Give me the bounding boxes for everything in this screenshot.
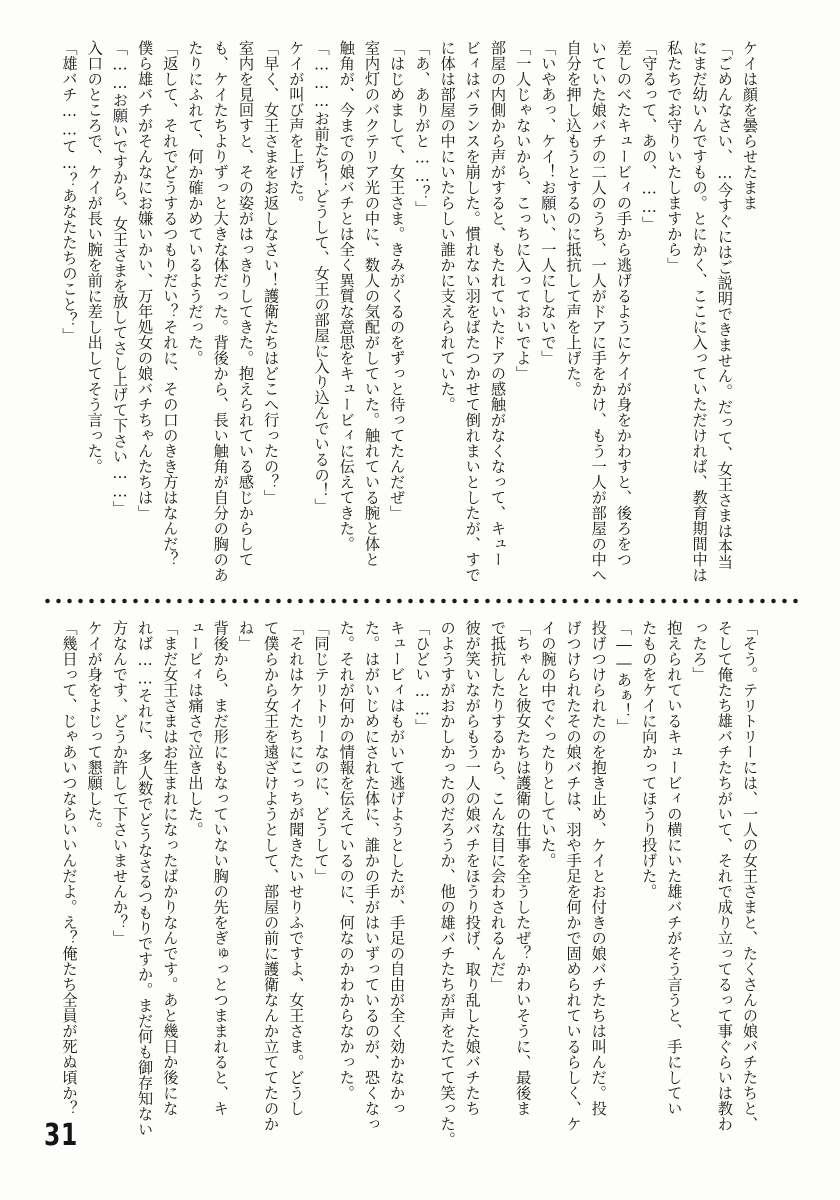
text-line: 室内灯のバクテリア光の中に、数人の気配がしていた。触れている腕と体と <box>362 40 381 567</box>
dotted-section-divider <box>42 598 802 604</box>
text-line: 「……お願いですから、女王さまを放してさし上げて下さい……」 <box>110 40 129 517</box>
text-line: 差しのべたキュービィの手から逃げるようにケイが身をかわすと、後ろをつ <box>614 40 633 567</box>
text-line: で抵抗したりするから、こんな目に会わされるんだ」 <box>488 620 507 992</box>
text-line: 「守るって、あの、……」 <box>640 40 659 232</box>
text-line: 「そう。テリトリーには、一人の女王さまと、たくさんの娘バチたちと、 <box>741 620 759 1132</box>
text-line: 入口のところで、ケイが長い腕を前に差し出してそう言った。 <box>85 40 104 474</box>
text-line: 室内を見回すと、その姿がはっきりしてきた。抱えられている感じからして <box>236 40 255 567</box>
text-line: ケイが身をよじって懇願した。 <box>85 620 104 837</box>
text-line: 「ちゃんと彼女たちは護衛の仕事を全うしたぜ？かわいそうに、最後ま <box>514 620 533 1116</box>
text-line: 「早く、女王さまをお返しなさい！護衛たちはどこへ行ったの？」 <box>262 40 281 505</box>
text-line: 「まだ女王さまはお生まれになったばかりなんです。あと幾日か後にな <box>161 620 180 1116</box>
text-line: 「同じテリトリーなのに、どうして」 <box>312 620 331 884</box>
text-line: れば……それに、多人数でどうなさるつもりですか。まだ何も御存知ない <box>136 620 155 1138</box>
text-line: 「それはケイたちにこっちが聞きたいせりふですよ、女王さま。どうし <box>287 620 306 1116</box>
text-line: 僕ら雄バチがそんなにお嫌いかい、万年処女の娘バチちゃんたちは」 <box>136 40 155 521</box>
text-line: 触角が、今までの娘バチとは全く異質な意思をキュービィに伝えてきた。 <box>337 40 356 552</box>
text-line: 背後から、まだ形にもなっていない胸の先をぎゅっとつままれると、キ <box>211 620 230 1116</box>
lower-text-block <box>60 620 762 1147</box>
text-line: 「はじめまして、女王さま。きみがくるのをずっと待ってたんだぜ」 <box>388 40 407 521</box>
text-line: に体は部屋の中にいたらしい誰かに支えられていた。 <box>438 40 457 412</box>
text-line: 「ひどい……」 <box>413 620 432 735</box>
page-number: 31 <box>44 1118 79 1153</box>
text-line: イの腕の中でぐったりとしていた。 <box>539 620 558 868</box>
text-line: ュービィは痛さで泣き出した。 <box>186 620 205 837</box>
text-line: ね」 <box>236 620 255 651</box>
text-line: 自分を押し込もうとするのに抵抗して声を上げた。 <box>564 40 583 397</box>
text-line: 「返して、それでどうするつもりだい？それに、その口のきき方はなんだ？ <box>161 40 180 567</box>
text-line: た。それが何かの情報を伝えているのに、何なのかわからなかった。 <box>337 620 356 1101</box>
text-line: て僕らから女王を遠ざけようとして、部屋の前に護衛なんか立ててたのか <box>262 620 281 1132</box>
text-line: 抱えられているキュービィの横にいた雄バチがそう言うと、手にしてい <box>665 620 684 1116</box>
text-line: 「幾日って、じゃあいつならいいんだよ。え？俺たち全員が死ぬ頃か？ <box>60 620 79 1116</box>
text-line: 部屋の内側から声がすると、もたれていたドアの感触がなくなって、キュー <box>488 40 507 567</box>
text-line: ケイは顔を曇らせたまま <box>741 40 759 211</box>
text-line: 「ごめんなさい、…今すぐにはご説明できません。だって、女王さまは本当 <box>715 40 734 570</box>
text-line: 「………お前たち！どうして、女王の部屋に入り込んでいるの！」 <box>312 40 331 514</box>
text-line: 方なんです、どうか許して下さいませんか？」 <box>110 620 129 946</box>
upper-text-block <box>60 40 762 595</box>
text-line: キュービィはもがいて逃げようとしたが、手足の自由が全く効かなかっ <box>388 620 407 1116</box>
text-line: 私たちでお守りいたしますから」 <box>665 40 684 273</box>
text-line: 「一人じゃないから、こっちに入っておいでよ」 <box>514 40 533 381</box>
text-line: 彼が笑いながらもう一人の娘バチをほうり投げ、取り乱した娘バチたち <box>463 620 482 1116</box>
text-line: 投げつけられたのを抱き止め、ケイとお付きの娘バチたちは叫んだ。投 <box>589 620 608 1116</box>
text-line: そして俺たち雄バチたちがいて、それで成り立ってるって事ぐらいは教わ <box>715 620 734 1132</box>
text-line: げつけられたその娘バチは、羽や手足を何かで固められているらしく、ケ <box>564 620 583 1132</box>
text-line: 「――あぁ！」 <box>614 620 633 735</box>
text-line: も、ケイたちよりずっと大きな体だった。背後から、長い触角が自分の胸のあ <box>211 40 230 583</box>
text-line: たりにふれて、何か確かめているようだった。 <box>186 40 205 366</box>
text-line: いていた娘バチの二人のうち、一人がドアに手をかけ、もう一人が部屋の中へ <box>589 40 608 583</box>
text-line: ったろ」 <box>690 620 709 682</box>
text-line: ケイが叫び声を上げた。 <box>287 40 306 211</box>
text-line: た。はがいじめにされた体に、誰かの手がはいずっているのが、恐くなっ <box>362 620 381 1132</box>
text-line: にまだ幼いんですもの。とにかく、ここに入っていただければ、教育期間中は <box>690 40 709 583</box>
text-line: のようすがおかしかったのだろうか、他の雄バチたちが声をたてて笑った。 <box>438 620 457 1147</box>
text-line: 「いやあっ、ケイ！お願い、一人にしないで」 <box>539 40 558 366</box>
text-line: たものをケイに向かってほうり投げた。 <box>640 620 659 899</box>
text-line: 「あ、ありがと……？」 <box>413 40 432 217</box>
text-line: ビィはバランスを崩した。慣れない羽をばたつかせて倒れまいとしたが、すで <box>463 40 482 583</box>
text-line: 「雄バチ……て…？あなたたちのこと？」 <box>60 40 79 343</box>
